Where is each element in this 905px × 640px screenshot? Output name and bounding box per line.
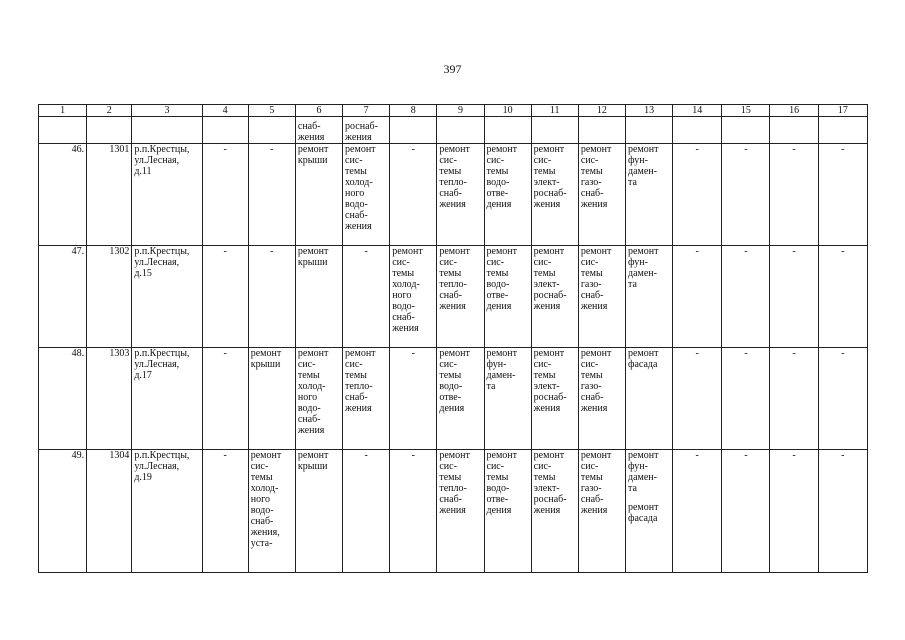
column-header: 2	[87, 105, 132, 117]
table-cell: -	[722, 246, 770, 348]
column-header: 17	[818, 105, 867, 117]
building-code: 1302	[87, 246, 132, 348]
column-header: 11	[531, 105, 578, 117]
table-cell: ремонт крыши	[295, 450, 342, 573]
row-number: 47.	[39, 246, 87, 348]
column-header: 12	[578, 105, 625, 117]
column-header: 13	[625, 105, 672, 117]
table-cell: -	[673, 246, 722, 348]
table-cell: -	[390, 144, 437, 246]
column-header: 10	[484, 105, 531, 117]
table-cell: ремонт сис- темы тепло- снаб- жения	[343, 348, 390, 450]
table-cell: -	[818, 144, 867, 246]
column-header: 1	[39, 105, 87, 117]
column-header: 7	[343, 105, 390, 117]
table-cell: ремонт сис- темы газо- снаб- жения	[578, 348, 625, 450]
table-cell	[202, 117, 248, 144]
column-number-row	[39, 105, 868, 117]
table-cell: ремонт фун- дамен- та	[625, 246, 672, 348]
table-cell: роснаб- жения	[343, 117, 390, 144]
row-number: 49.	[39, 450, 87, 573]
table-cell	[722, 117, 770, 144]
table-cell: ремонт крыши	[295, 144, 342, 246]
table-cell: ремонт сис- темы водо- отве- дения	[437, 348, 484, 450]
table-cell	[625, 117, 672, 144]
table-cell: ремонт сис- темы газо- снаб- жения	[578, 144, 625, 246]
table-cell	[39, 117, 87, 144]
table-row	[39, 348, 868, 450]
table-cell: ремонт сис- темы тепло- снаб- жения	[437, 144, 484, 246]
column-header: 4	[202, 105, 248, 117]
table-cell: ремонт сис- темы элект- роснаб- жения	[531, 246, 578, 348]
address: р.п.Крестцы, ул.Лесная, д.11	[132, 144, 202, 246]
facade-repair-text: ремонт фасада	[627, 502, 659, 524]
table-cell: -	[818, 246, 867, 348]
table-cell: -	[248, 144, 295, 246]
table-cell: -	[673, 144, 722, 246]
continuation-row	[39, 117, 868, 144]
row-number: 48.	[39, 348, 87, 450]
table-cell: -	[202, 348, 248, 450]
table-cell: ремонт сис- темы водо- отве- дения	[484, 144, 531, 246]
table-cell: ремонт сис- темы водо- отве- дения	[484, 246, 531, 348]
table-row	[39, 450, 868, 573]
table-cell: -	[202, 144, 248, 246]
table-cell	[531, 117, 578, 144]
table-cell: -	[343, 246, 390, 348]
table-cell: -	[722, 144, 770, 246]
page-number: 397	[443, 62, 462, 76]
table-cell	[437, 117, 484, 144]
table-cell	[625, 450, 672, 573]
table-cell: ремонт фун- дамен- та	[625, 144, 672, 246]
table-cell: ремонт сис- темы холод- ного водо- снаб- жения	[390, 246, 437, 348]
table-cell	[770, 117, 818, 144]
table-cell: ремонт сис- темы тепло- снаб- жения	[437, 450, 484, 573]
table-cell: -	[202, 450, 248, 573]
table-cell: снаб- жения	[295, 117, 342, 144]
table-cell: ремонт сис- темы тепло- снаб- жения	[437, 246, 484, 348]
table-cell: ремонт сис- темы холод- ного водо- снаб- жения, уста-	[248, 450, 295, 573]
table-row	[39, 144, 868, 246]
column-header: 16	[770, 105, 818, 117]
column-header: 9	[437, 105, 484, 117]
table-cell: -	[202, 246, 248, 348]
table-cell: -	[818, 450, 867, 573]
table-cell: -	[722, 348, 770, 450]
table-row	[39, 246, 868, 348]
address: р.п.Крестцы, ул.Лесная, д.19	[132, 450, 202, 573]
table-cell: ремонт фун- дамен- та	[484, 348, 531, 450]
table-cell: -	[390, 450, 437, 573]
building-code: 1304	[87, 450, 132, 573]
table-cell: -	[673, 348, 722, 450]
table-cell: ремонт крыши	[248, 348, 295, 450]
table-cell: -	[770, 246, 818, 348]
table-cell: ремонт сис- темы холод- ного водо- снаб- жения	[295, 348, 342, 450]
table-cell: ремонт сис- темы газо- снаб- жения	[578, 450, 625, 573]
address: р.п.Крестцы, ул.Лесная, д.15	[132, 246, 202, 348]
column-header: 3	[132, 105, 202, 117]
table-cell	[578, 117, 625, 144]
table-cell	[87, 117, 132, 144]
row-number: 46.	[39, 144, 87, 246]
column-header: 14	[673, 105, 722, 117]
foundation-repair-text: ремонт фун- дамен- та	[627, 450, 659, 494]
table-cell	[484, 117, 531, 144]
table-cell: -	[343, 450, 390, 573]
table-cell: -	[818, 348, 867, 450]
table-cell	[818, 117, 867, 144]
column-header: 8	[390, 105, 437, 117]
table-cell: -	[770, 348, 818, 450]
table-cell: -	[770, 450, 818, 573]
address: р.п.Крестцы, ул.Лесная, д.17	[132, 348, 202, 450]
repair-schedule-table	[38, 104, 868, 573]
table-cell: ремонт крыши	[295, 246, 342, 348]
table-cell: ремонт фасада	[625, 348, 672, 450]
table-cell: -	[390, 348, 437, 450]
table-cell: ремонт сис- темы газо- снаб- жения	[578, 246, 625, 348]
table-cell: ремонт сис- темы холод- ного водо- снаб- жения	[343, 144, 390, 246]
table-cell	[673, 117, 722, 144]
table-cell: -	[248, 246, 295, 348]
table-cell: ремонт сис- темы элект- роснаб- жения	[531, 348, 578, 450]
building-code: 1303	[87, 348, 132, 450]
building-code: 1301	[87, 144, 132, 246]
table-cell	[390, 117, 437, 144]
table-cell: -	[770, 144, 818, 246]
table-cell	[248, 117, 295, 144]
table-cell	[132, 117, 202, 144]
table-cell: ремонт сис- темы элект- роснаб- жения	[531, 144, 578, 246]
column-header: 15	[722, 105, 770, 117]
column-header: 5	[248, 105, 295, 117]
column-header: 6	[295, 105, 342, 117]
table-cell: ремонт сис- темы водо- отве- дения	[484, 450, 531, 573]
table-cell: ремонт сис- темы элект- роснаб- жения	[531, 450, 578, 573]
table-cell: -	[722, 450, 770, 573]
table-cell: -	[673, 450, 722, 573]
